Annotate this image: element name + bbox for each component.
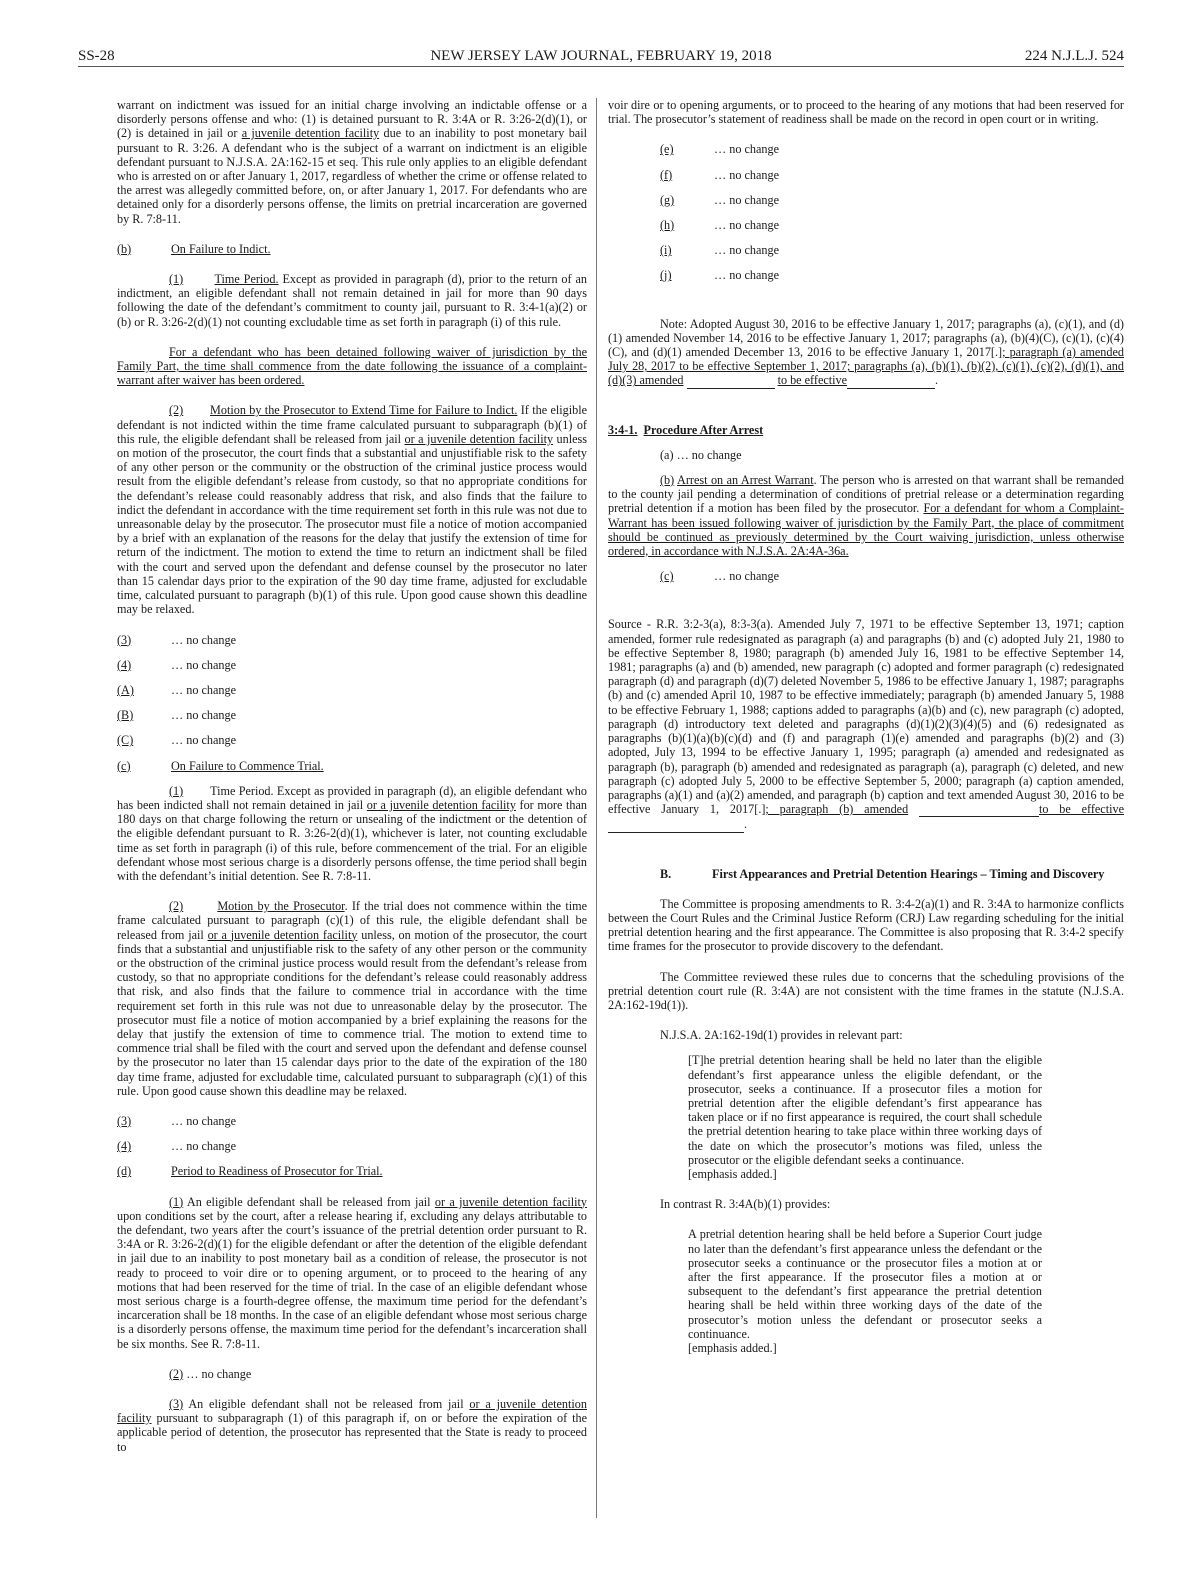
paragraph-b-3: N.J.S.A. 2A:162-19d(1) provides in relevant part:: [660, 1028, 903, 1043]
item-b4: (4) … no change: [117, 657, 236, 672]
paragraph-d1: (1) An eligible defendant shall be released from jail or a juvenile detention facility upon conditions set by the court, after a release hearing if, excluding any delays attributable to the defendant, two years after the court’s issuance of the pretrial detention order pursuant to R. 3:4A or R. 3:26-2(d)(1) for the eligible defendant or after the detention of the eligible defendant in jail due to an inability to post monetary bail as a condition of release, the prosecutor is not ready to proceed to voir dire or to opening argument, or to proceed to the hearing of any motions that had been reserved for the time of trial. In the case of an eligible defendant whose most serious charge is a fourth-degree offense, the maximum time period for the defendant’s incarceration shall be 18 months. In the case of an eligible defendant whose most serious charge is a disorderly persons offense, the maximum time period for the defendant’s incarceration shall be six months. See R. 7:8-11.: [117, 1194, 587, 1351]
right-column: [608, 98, 1124, 1355]
paragraph-c1: (1) Time Period. Except as provided in paragraph (d), an eligible defendant who has been indicted shall not remain detained in jail or a juvenile detention facility for more than 180 days on that charge following the return or unsealing of the indictment or the detention of the eligible defendant pursuant to R. 3:26-2(d)(1), whichever is later, not counting excludable time as set forth in paragraph (i) of this rule, before commencement of the trial. For an eligible defendant whose most serious charge is a disorderly persons offense, the time period shall begin with the defendant’s initial detention. See R. 7:8-11.: [117, 783, 587, 883]
statute-quote-emphasis: [emphasis added.]: [688, 1166, 777, 1181]
item-c: (c) On Failure to Commence Trial.: [117, 758, 324, 773]
paragraph-intro: warrant on indictment was issued for an initial charge involving an indictable offense or a disorderly persons offense and who: (1) is detained pursuant to R. 3:4A or R. 3:26-2(d)(1), or (2) is detained in jail or a juvenile detention facility due to an inability to post monetary bail pursuant to R. 3:26. A defendant who is the subject of a warrant on indictment is an eligible defendant pursuant to N.J.S.A. 2A:162-15 et seq. This rule only applies to an eligible defendant who is arrested on or after January 1, 2017, regardless of whether the crime or offense related to the arrest was allegedly committed before, on, or after January 1, 2017. For defendants who are detained only for a disorderly persons offense, the limits on pretrial incarceration are governed by R. 7:8-11.: [117, 98, 587, 226]
note-paragraph: Note: Adopted August 30, 2016 to be effective January 1, 2017; paragraphs (a), (c)(1), and (d)(1) amended November 14, 2016 to be effective January 1, 2017; paragraphs (a), (b)(4)(C), (c)(1), (c)(4)(C), and (d)(1) amended December 13, 2016 to be effective January 1, 2017[.]; paragraph (a) amended July 28, 2017 to be effective September 1, 2017; paragraphs (a), (b)(1), (b)(2), (c)(1), (c)(2), (d)(1), and (d)(3) amended to be effective .: [608, 316, 1125, 388]
paragraph-d2: (2) … no change: [169, 1366, 252, 1381]
item-c3: (3) … no change: [117, 1113, 236, 1128]
paragraph-3-4-1-a: (a) … no change: [660, 447, 742, 462]
item-e: (e) … no change: [660, 142, 779, 157]
column-divider: [596, 98, 597, 1518]
item-bA: (A) … no change: [117, 682, 236, 697]
rule-quote: A pretrial detention hearing shall be held before a Superior Court judge no later than the defendant’s first appearance unless the defendant or the prosecutor seeks a continuance or the prosecutor files a motion at or after the first appearance. If the prosecutor files a motion at or subsequent to the defendant’s first appearance the pretrial detention hearing shall be held within three working days of the date of the prosecutor’s motion unless the defendant or prosecutor seeks a continuance.: [688, 1227, 1042, 1341]
paragraph-c2: (2) Motion by the Prosecutor. If the trial does not commence within the time frame calculated pursuant to paragraph (c)(1) of this rule, the eligible defendant shall be released from jail or a juvenile detention facility unless, on motion of the prosecutor, the court finds that a substantial and unjustifiable risk to the safety of any other person or the community or the obstruction of the criminal justice process would result from the defendant’s release from custody, so that no appropriate conditions for the defendant’s release could reasonably address that risk, and also finds that the failure to commence trial in accordance with the time requirement set forth in this rule was not due to unreasonable delay by the prosecutor. The prosecutor must file a notice of motion accompanied by a brief explaining the reasons for the delay that justify the extension of time to commence trial. The motion to extend time to commence trial shall be filed with the court and served upon the defendant and defense counsel by the prosecutor no later than 15 calendar days prior to the date of the expiration of the 180 day time frame, adjusted for excludable time, calculated pursuant to subparagraph (c)(1) of this rule. Upon good cause shown this deadline may be relaxed.: [117, 899, 588, 1098]
paragraph-b-4: In contrast R. 3:4A(b)(1) provides:: [660, 1197, 831, 1212]
publication-title: NEW JERSEY LAW JOURNAL, FEBRUARY 19, 2018: [430, 48, 772, 64]
item-d: (d) Period to Readiness of Prosecutor for Trial.: [117, 1164, 383, 1179]
item-j: (j) … no change: [660, 268, 779, 283]
paragraph-b1: (1) Time Period. Except as provided in paragraph (d), prior to the return of an indictment, an eligible defendant shall not remain detained in jail for more than 90 days following the date of the defendant’s commitment to county jail, pursuant to R. 3:4-1(a)(2) or (b) or R. 3:26-2(d)(1) not counting excludable time as set forth in paragraph (i) of this rule.: [117, 272, 587, 329]
statute-quote: [T]he pretrial detention hearing shall be held no later than the eligible defendant’s first appearance unless the eligible defendant, or the prosecutor, seeks a continuance. If a prosecutor files a motion for pretrial detention after the eligible defendant’s first appearance has taken place or if no first appearance is required, the court shall schedule the pretrial detention hearing to take place within three working days of the date on which the prosecutor’s motions was filed, unless the prosecutor or the eligible defendant seeks a continuance.: [688, 1053, 1042, 1167]
paragraph-b1-addition: For a defendant who has been detained following waiver of jurisdiction by the Family Part, the time shall commence from the date following the issuance of a complaint-warrant after waiver has been ordered.: [117, 344, 587, 388]
paragraph-b-2: The Committee reviewed these rules due to concerns that the scheduling provisions of the pretrial detention court rule (R. 3:4A) are not consistent with the time frames in the statute (N.J.S.A. 2A:162-19d(1)).: [608, 969, 1124, 1012]
item-h: (h) … no change: [660, 218, 779, 233]
item-bB: (B) … no change: [117, 708, 236, 723]
item-b: (b) On Failure to Indict.: [117, 241, 271, 256]
page-number: SS-28: [78, 48, 115, 64]
paragraph-b2: (2) Motion by the Prosecutor to Extend Time for Failure to Indict. If the eligible defendant is not indicted within the time frame calculated pursuant to subparagraph (b)(1) of this rule, the eligible defendant shall be released from jail or a juvenile detention facility unless on motion of the prosecutor, the court finds that a substantial and unjustifiable risk to the safety of any other person or the community or the obstruction of the criminal justice process would result from the eligible defendant’s release from custody, so that no appropriate conditions for the defendant’s release could reasonably address that risk, and also finds that the failure to indict the defendant in accordance with the time requirement set forth in this rule was not due to unreasonable delay by the prosecutor. The prosecutor must file a notice of motion accompanied by a brief with an explanation of the reasons for the delay that justify the extension of time for return of the indictment. The motion to extend the time to return an indictment shall be filed with the court and served upon the defendant and defense counsel by the prosecutor no later than 15 calendar days prior to the expiration of the 90 day time frame, adjusted for excludable time, calculated pursuant to paragraph (b)(1) of this rule. Upon good cause shown this deadline may be relaxed.: [117, 403, 588, 617]
left-column: [117, 98, 587, 1454]
paragraph-d3: (3) An eligible defendant shall not be released from jail or a juvenile detention facility pursuant to subparagraph (1) of this paragraph if, on or before the expiration of the applicable period of detention, the prosecutor has represented that the State is ready to proceed to: [117, 1397, 587, 1454]
item-f: (f) … no change: [660, 167, 779, 182]
paragraph-continued: voir dire or to opening arguments, or to proceed to the hearing of any motions that had been reserved for trial. The prosecutor’s statement of readiness shall be made on the record in open court or in writing.: [608, 98, 1124, 127]
item-c4: (4) … no change: [117, 1139, 236, 1154]
rule-heading-3-4-1: 3:4-1. Procedure After Arrest: [608, 422, 764, 437]
item-g: (g) … no change: [660, 192, 779, 207]
paragraph-3-4-1-b: (b) Arrest on an Arrest Warrant. The person who is arrested on that warrant shall be remanded to the county jail pending a determination of conditions of pretrial release or a determination regarding pretrial detention if a motion has been filed by the prosecutor. For a defendant for whom a Complaint-Warrant has been issued following waiver of jurisdiction by the Family Part, the place of commitment should be continued as previously determined by the Court waiving jurisdiction, unless otherwise ordered, in accordance with N.J.S.A. 2A:4A-36a.: [608, 473, 1125, 559]
item-bC: (C) … no change: [117, 733, 236, 748]
source-paragraph: Source - R.R. 3:2-3(a), 8:3-3(a). Amended July 7, 1971 to be effective September 13, 1971; caption amended, former rule redesignated as paragraph (a) and paragraphs (b) and (c) adopted July 21, 1980 to be effective September 8, 1980; paragraph (b) amended July 16, 1981 to be effective September 14, 1981; paragraphs (a) and (b) amended, new paragraph (c) adopted and former paragraph (c) redesignated paragraph (d) and paragraph (d)(7) deleted November 5, 1986 to be effective January 1, 1987; paragraphs (b) and (c) amended April 10, 1987 to be effective immediately; paragraph (b) amended January 5, 1988 to be effective February 1, 1988; captions added to paragraphs (a)(b) and (c), new paragraph (c) adopted, paragraph (d) introductory text deleted and paragraphs (d)(1)(2)(3)(4)(5) and (6) redesignated as paragraphs (b)(1)(a)(b)(c)(d) and (f) and paragraph (1)(e) amended and paragraphs (b)(2) and (3) adopted, July 13, 1994 to be effective January 1, 1995; paragraph (a) amended and redesignated as paragraph (b), paragraph (b) amended and redesignated as paragraph (a), paragraph (c) deleted, and new paragraph (c) adopted July 5, 2000 to be effective September 5, 2000; paragraph (a) caption amended, paragraphs (a)(1) and (a)(2) amended, and paragraph (b) caption and text amended August 30, 2016 to be effective January 1, 2017[.]; paragraph (b) amended to be effective .: [608, 617, 1124, 832]
section-b-heading: B. First Appearances and Pretrial Detention Hearings – Timing and Discovery: [660, 866, 1105, 881]
rule-quote-emphasis: [emphasis added.]: [688, 1341, 777, 1355]
page-header: [78, 44, 1124, 67]
citation: 224 N.J.L.J. 524: [1024, 48, 1124, 64]
item-i: (i) … no change: [660, 243, 779, 258]
item-b3: (3) … no change: [117, 632, 236, 647]
item-3-4-1-c: (c) … no change: [660, 569, 779, 584]
paragraph-b-1: The Committee is proposing amendments to R. 3:4-2(a)(1) and R. 3:4A to harmonize conflicts between the Court Rules and the Criminal Justice Reform (CRJ) Law regarding scheduling for the initial pretrial detention hearing and the first appearance. The Committee is also proposing that R. 3:4-2 specify time frames for the prosecutor to provide discovery to the defendant.: [608, 896, 1124, 954]
